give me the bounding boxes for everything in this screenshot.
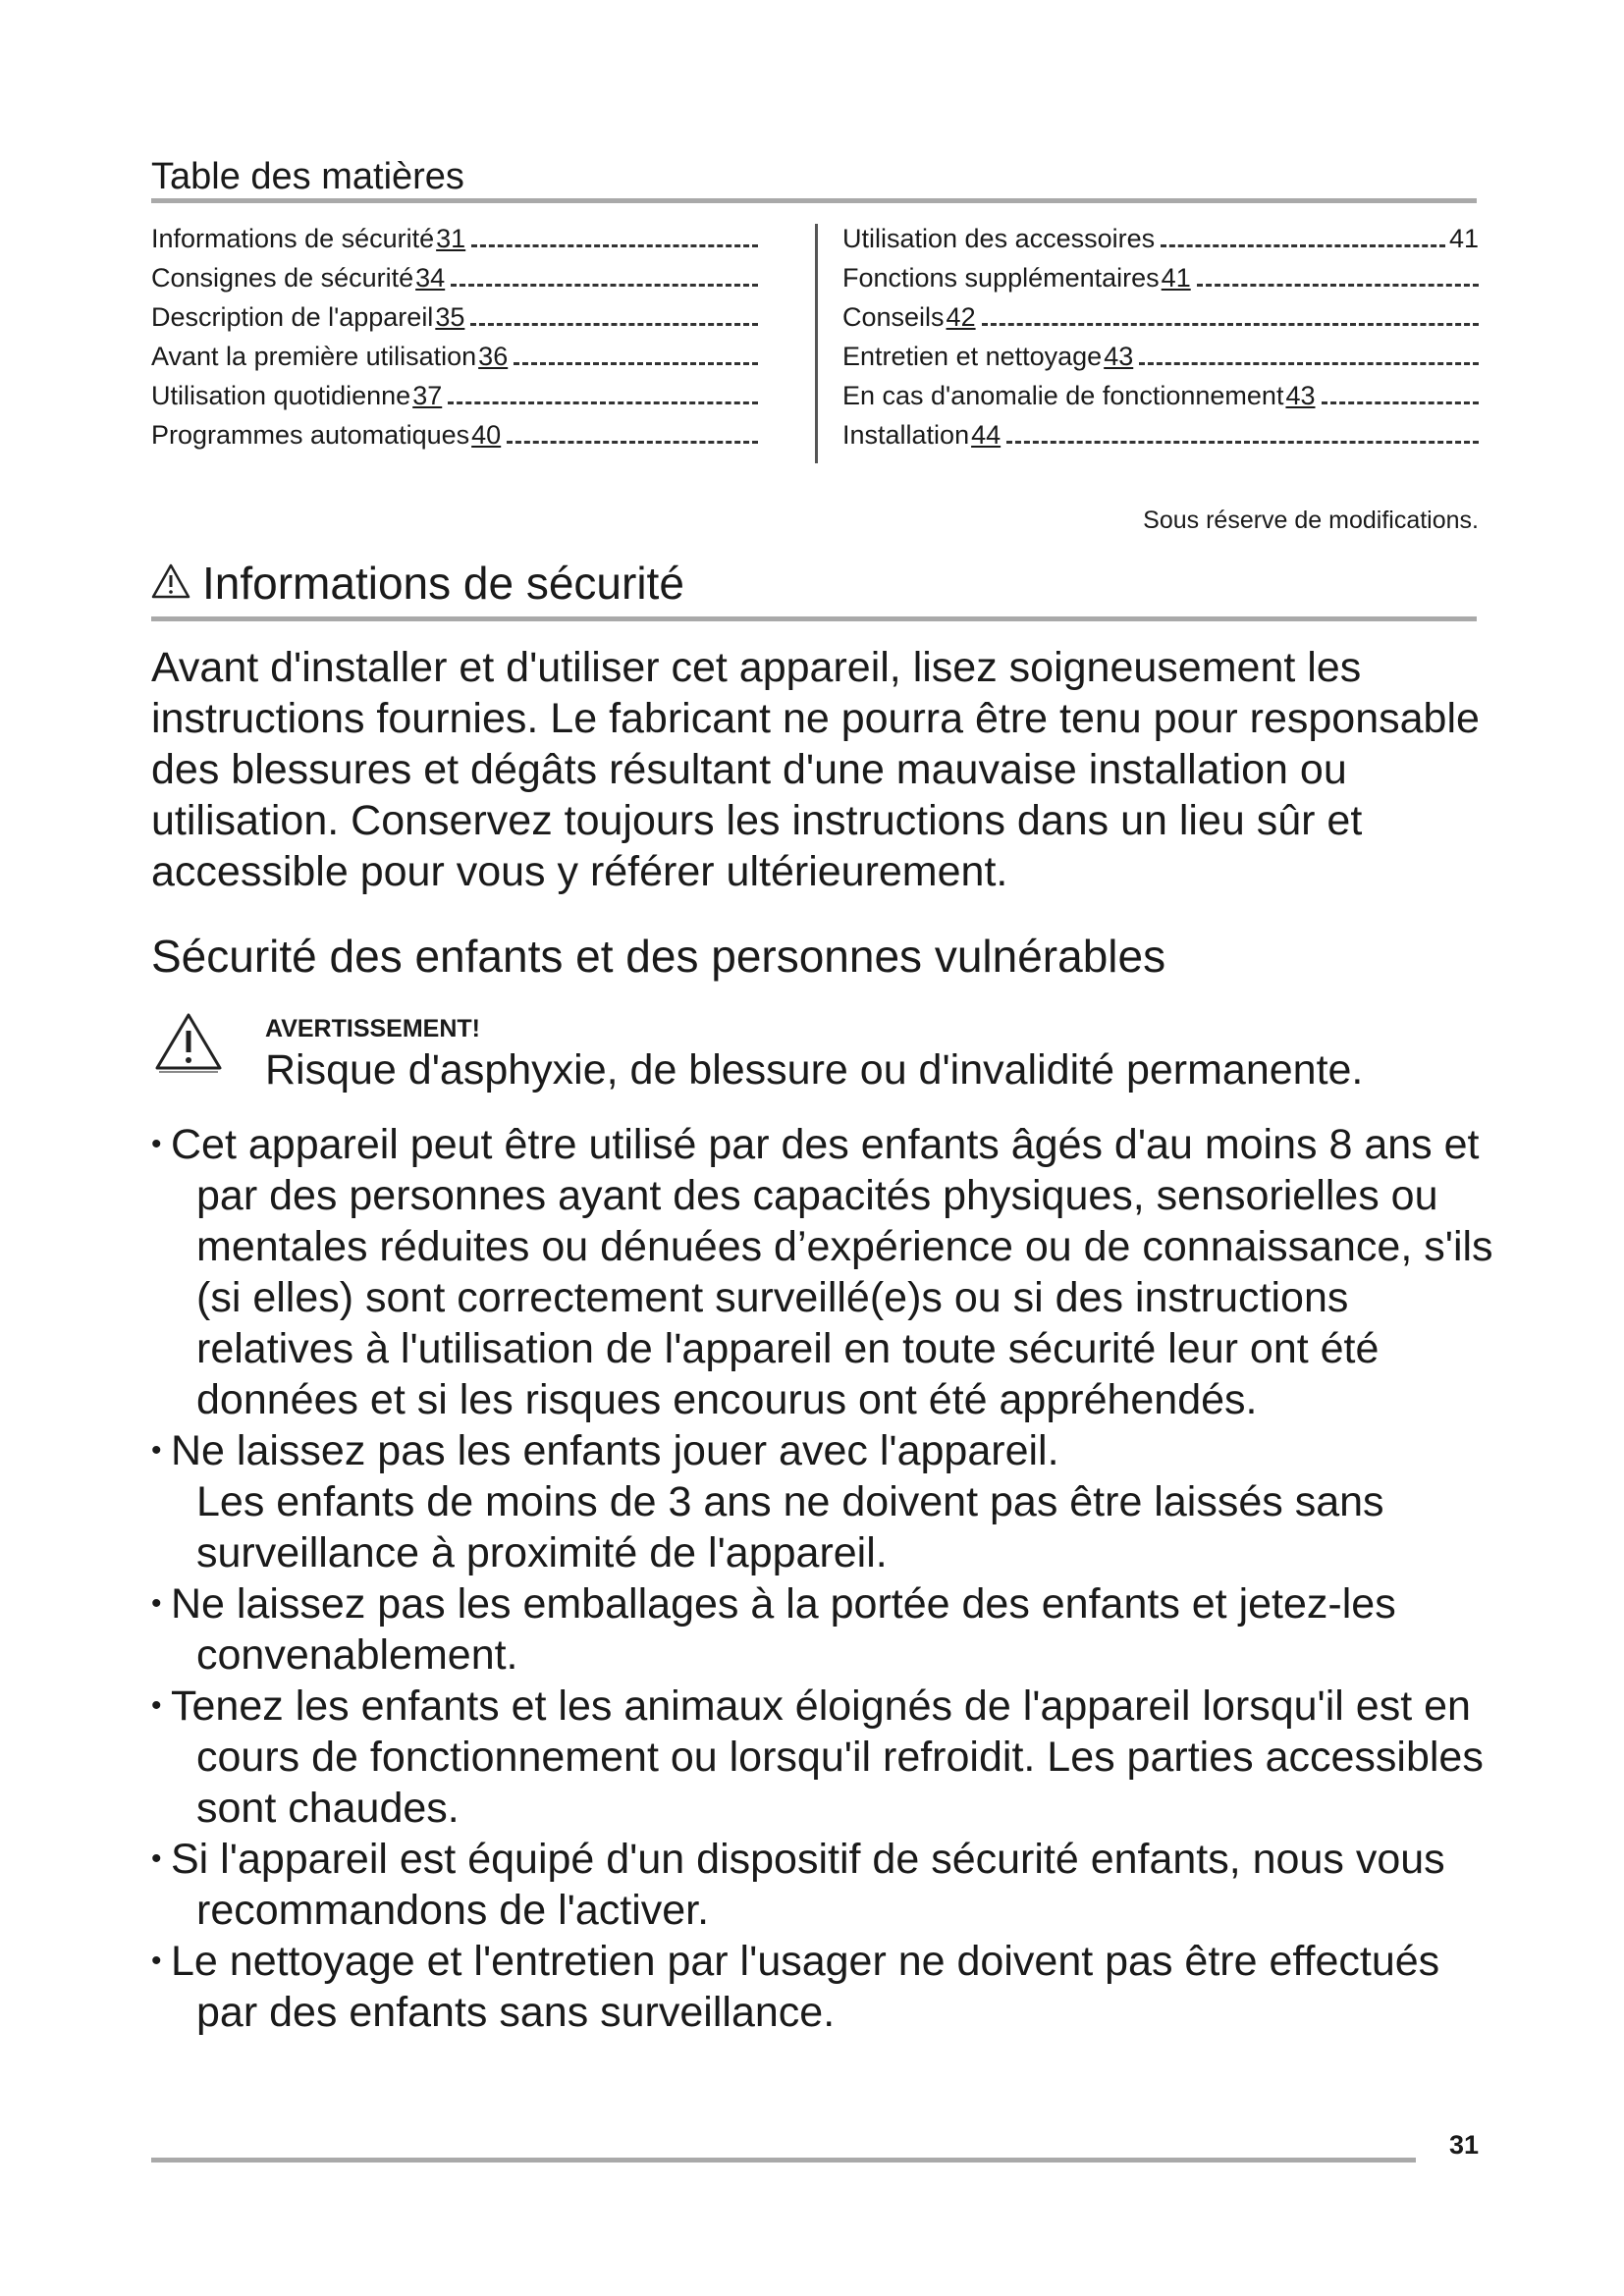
toc-right-column [842, 224, 1479, 459]
toc-entry-page: 43 [1285, 381, 1316, 410]
toc-left-column [151, 224, 758, 459]
list-item [151, 1936, 1506, 2038]
bullet-dot-icon: • [151, 1128, 162, 1160]
toc-entry[interactable] [151, 263, 758, 302]
toc-leader [451, 284, 758, 287]
toc-entry-page: 34 [415, 263, 446, 293]
list-item [151, 1578, 1506, 1681]
toc-entry-page: 44 [971, 420, 1001, 450]
toc-leader [1139, 362, 1479, 365]
toc-entry[interactable] [151, 342, 758, 381]
list-item [151, 1119, 1506, 1425]
toc-entry-label: Utilisation quotidienne [151, 381, 411, 410]
toc-entry-page: 37 [412, 381, 443, 410]
section-heading [151, 556, 684, 611]
toc-entry-label: Installation [842, 420, 970, 450]
toc-entry-label: Utilisation des accessoires [842, 224, 1156, 253]
toc-entry[interactable] [842, 224, 1479, 263]
subsection-title: Sécurité des enfants et des personnes vulnérables [151, 931, 1166, 982]
bullet-dot-icon: • [151, 1587, 162, 1620]
toc-leader [514, 362, 758, 365]
bullet-dot-icon: • [151, 1842, 162, 1875]
toc-entry-label: Entretien et nettoyage [842, 342, 1103, 371]
toc-entry-page: 41 [1448, 224, 1479, 253]
section-divider [151, 616, 1477, 621]
intro-paragraph: Avant d'installer et d'utiliser cet appareil, lisez soigneusement les instructions fournies. Le fabricant ne pourra être tenu pour responsable des blessures et dégâts résultant d'une mauvaise installation ou utilisation. Conservez toujours les instructions dans un lieu sûr et accessible pour vous y référer ultérieurement. [151, 644, 1480, 895]
toc-entry-label: Informations de sécurité [151, 224, 435, 253]
warning-triangle-icon [151, 556, 202, 611]
footer-divider [151, 2158, 1416, 2163]
toc-entry-page: 31 [436, 224, 466, 253]
bullet-dot-icon: • [151, 1689, 162, 1722]
bullet-text: Si l'appareil est équipé d'un dispositif de sécurité enfants, nous vous recommandons de l'activer. [171, 1836, 1445, 1934]
toc-leader [448, 401, 758, 404]
toc-leader [1006, 441, 1479, 444]
toc-entry-page: 42 [946, 302, 976, 332]
toc-entry-page: 35 [435, 302, 465, 332]
toc-entry-page: 43 [1104, 342, 1134, 371]
warning-text: Risque d'asphyxie, de blessure ou d'invalidité permanente. [265, 1046, 1364, 1094]
modification-note: Sous réserve de modifications. [1143, 507, 1479, 534]
list-item [151, 1834, 1506, 1936]
toc-leader [1322, 401, 1480, 404]
section-title: Informations de sécurité [202, 558, 684, 609]
toc-entry-label: Programmes automatiques [151, 420, 470, 450]
toc-entry[interactable] [151, 302, 758, 342]
bullet-text: Cet appareil peut être utilisé par des enfants âgés d'au moins 8 ans et par des personnes ayant des capacités physiques, sensorielles ou mentales réduites ou dénuées d’expérience ou de connaissance, s'ils (si elles) sont correctement surveillé(e)s ou si des instructions relatives à l'utilisation de l'appareil en toute sécurité leur ont été données et si les risques encourus ont été appréhendés. [171, 1121, 1493, 1423]
toc-title: Table des matières [151, 156, 464, 197]
toc-entry[interactable] [842, 342, 1479, 381]
toc-entry[interactable] [842, 381, 1479, 420]
toc-entry-label: Consignes de sécurité [151, 263, 414, 293]
toc-entry[interactable] [151, 420, 758, 459]
list-item [151, 1681, 1506, 1834]
toc-entry[interactable] [842, 263, 1479, 302]
toc-entry-page: 40 [471, 420, 502, 450]
toc-leader [470, 323, 758, 326]
toc-leader [1197, 284, 1479, 287]
toc-entry-label: En cas d'anomalie de fonctionnement [842, 381, 1284, 410]
safety-bullet-list [151, 1119, 1506, 2038]
toc-entry-label: Description de l'appareil [151, 302, 434, 332]
warning-label: AVERTISSEMENT! [265, 1015, 480, 1042]
bullet-text: Ne laissez pas les emballages à la portée des enfants et jetez-les convenablement. [171, 1580, 1396, 1679]
toc-leader [471, 244, 758, 247]
toc-leader [982, 323, 1479, 326]
bullet-text: Le nettoyage et l'entretien par l'usager ne doivent pas être effectués par des enfants sans surveillance. [171, 1938, 1440, 2036]
bullet-dot-icon: • [151, 1945, 162, 1977]
toc-entry-page: 36 [478, 342, 509, 371]
toc-entry-label: Fonctions supplémentaires [842, 263, 1160, 293]
toc-entry[interactable] [151, 224, 758, 263]
bullet-dot-icon: • [151, 1434, 162, 1467]
toc-entry-page: 41 [1161, 263, 1191, 293]
toc-entry-label: Conseils [842, 302, 945, 332]
toc-entry[interactable] [151, 381, 758, 420]
bullet-extra-text: Les enfants de moins de 3 ans ne doivent pas être laissés sans surveillance à proximité de l'appareil. [196, 1478, 1384, 1576]
toc-divider [151, 198, 1477, 203]
bullet-text: Tenez les enfants et les animaux éloignés de l'appareil lorsqu'il est en cours de fonctionnement ou lorsqu'il refroidit. Les parties accessibles sont chaudes. [171, 1682, 1484, 1832]
page-number: 31 [1448, 2130, 1479, 2160]
list-item [151, 1425, 1506, 1578]
toc-leader [507, 441, 758, 444]
toc-entry[interactable] [842, 420, 1479, 459]
toc-column-separator [815, 224, 818, 463]
toc-entry[interactable] [842, 302, 1479, 342]
toc-entry-label: Avant la première utilisation [151, 342, 477, 371]
bullet-text: Ne laissez pas les enfants jouer avec l'appareil. [171, 1427, 1059, 1474]
warning-icon [153, 1011, 224, 1079]
toc-leader [1161, 244, 1445, 247]
